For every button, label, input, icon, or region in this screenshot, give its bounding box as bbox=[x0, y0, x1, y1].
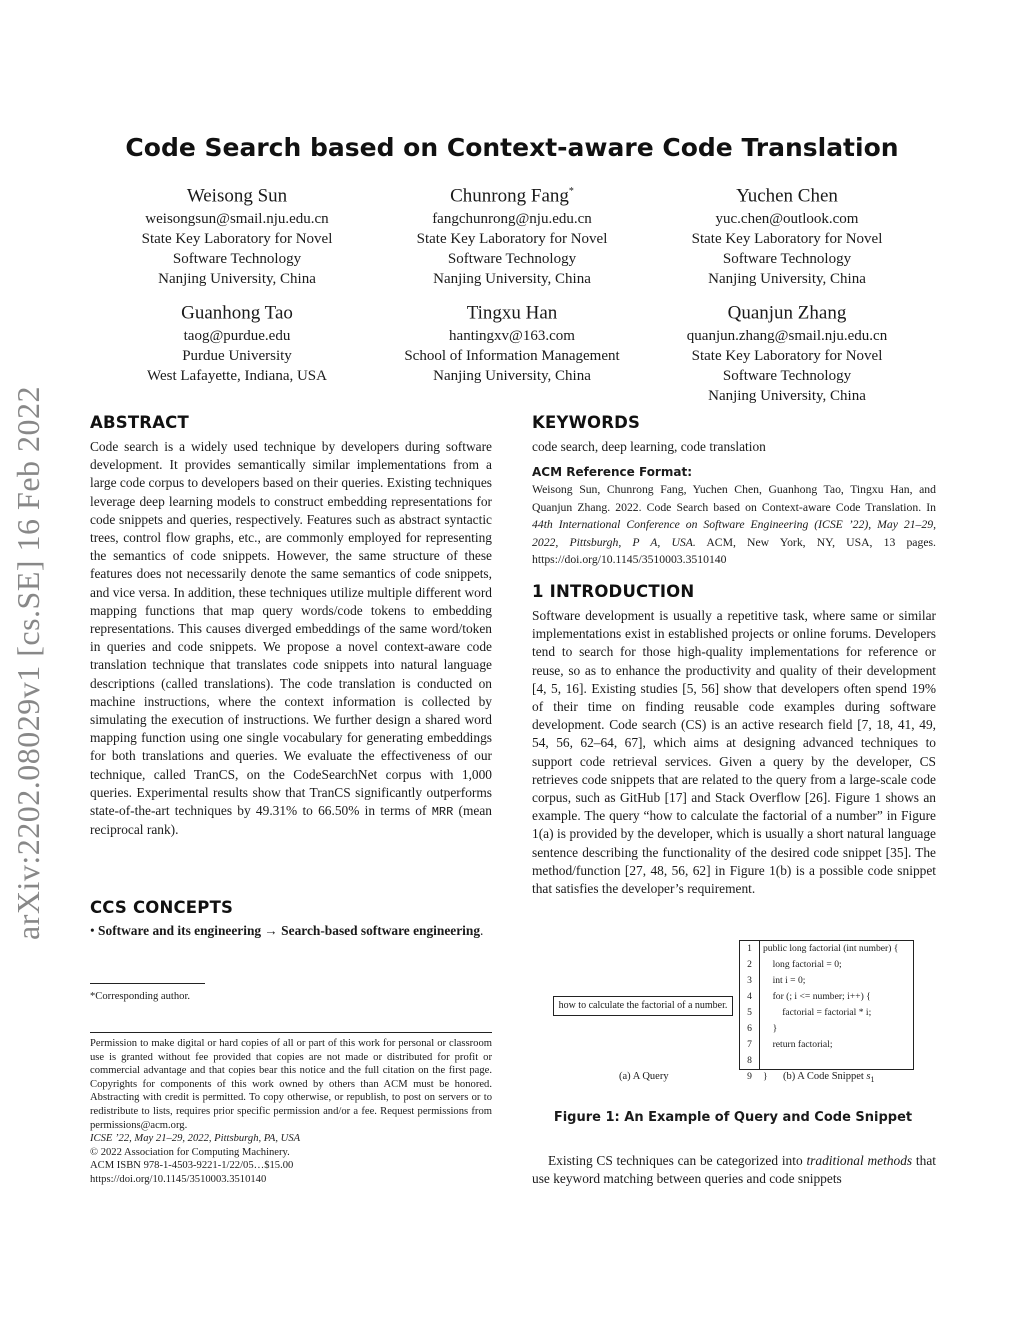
author-email: quanjun.zhang@smail.nju.edu.cn bbox=[686, 328, 888, 345]
trailing-text: Existing CS techniques can be categorized into traditional methods that use keyword matching between queries and code snippets bbox=[532, 1153, 936, 1187]
figure-query-box: how to calculate the factorial of a number. bbox=[553, 996, 733, 1016]
permission-venue: ICSE ’22, May 21–29, 2022, Pittsburgh, PA, USA bbox=[90, 1133, 301, 1145]
author-affil: Nanjing University, China bbox=[433, 368, 591, 385]
abstract-text: Code search is a widely used technique by developers during software development. It provides semantically similar implementations from a large code corpus to developers based on their queries. Existing techniques leverage deep learning models to construct embedding representations for code snippets and queries, respectively. Features such as abstract syntactic trees, control flow graphs, etc., are commonly employed for representing the semantics of code snippets. However, the same structure of these features does not necessarily denote the same semantics of code snippets, and vice versa. In addition, these techniques utilize multiple different word mapping functions that map query words/code tokens to embedding representations. This causes diverged embeddings of the same word/token in queries and code snippets. We propose a novel context-aware code translation technique that translates code snippets into natural language descriptions (called translations). The code translation is conducted on machine instructions, where the context information is collected by simulating the execution of instructions. We further design a shared word mapping function using one single vocabulary for generating embeddings for both translations and queries. We evaluate the effectiveness of our technique, called TranCS, on the CodeSearchNet corpus with 1,000 queries. Experimental results show that TranCS significantly outperforms state-of-the-art techniques by 49.31% to 66.50% in terms of MRR (mean reciprocal rank). bbox=[90, 439, 492, 838]
author-affil: West Lafayette, Indiana, USA bbox=[147, 368, 327, 385]
author-name: Chunrong Fang* bbox=[450, 185, 574, 207]
author-affil: Software Technology bbox=[722, 368, 852, 385]
intro-heading: 1 INTRODUCTION bbox=[532, 582, 695, 601]
author-email: yuc.chen@outlook.com bbox=[715, 211, 859, 228]
author-name: Tingxu Han bbox=[466, 302, 558, 324]
author-affil: Nanjing University, China bbox=[158, 271, 316, 288]
code-line: 1 public long factorial (int number) { bbox=[747, 943, 899, 954]
permission-isbn: ACM ISBN 978-1-4503-9221-1/22/05…$15.00 bbox=[90, 1160, 294, 1172]
permission-block bbox=[90, 1037, 492, 1187]
ccs-concept: • Software and its engineering → Search-based software engineering. bbox=[90, 923, 484, 938]
author-email: weisongsun@smail.nju.edu.cn bbox=[145, 211, 329, 228]
author-block bbox=[92, 179, 382, 289]
paper-title: Code Search based on Context-aware Code Translation bbox=[125, 133, 899, 162]
footnote-rule bbox=[90, 983, 205, 984]
author-block bbox=[642, 179, 932, 289]
ccs-heading: CCS CONCEPTS bbox=[90, 898, 234, 917]
abstract-heading: ABSTRACT bbox=[90, 413, 189, 432]
author-affil: Software Technology bbox=[447, 251, 577, 268]
author-affil: Software Technology bbox=[722, 251, 852, 268]
author-affil: State Key Laboratory for Novel bbox=[691, 348, 883, 365]
author-email: hantingxv@163.com bbox=[449, 328, 575, 345]
permission-rule bbox=[90, 1032, 492, 1033]
figure-caption: Figure 1: An Example of Query and Code Snippet bbox=[553, 1110, 913, 1125]
author-affil: State Key Laboratory for Novel bbox=[141, 231, 333, 248]
footnote: *Corresponding author. bbox=[90, 991, 191, 1002]
author-affil: Software Technology bbox=[172, 251, 302, 268]
permission-copyright: © 2022 Association for Computing Machinery. bbox=[90, 1146, 290, 1158]
author-name: Yuchen Chen bbox=[736, 185, 838, 207]
author-block bbox=[642, 296, 932, 406]
code-line: 2 long factorial = 0; bbox=[747, 959, 842, 970]
permission-text: Permission to make digital or hard copies of all or part of this work for personal or classroom use is granted without fee provided that copies are not made or distributed for profit or commercial advantage and that copies bear this notice and the full citation on the first page. Copyrights for components of this work owned by others than ACM must be honored. Abstracting with credit is permitted. To copy otherwise, or republish, to post on servers or to redistribute to lists, requires prior specific permission and/or a fee. Request permissions from permissions@acm.org. bbox=[90, 1038, 492, 1131]
acm-ref-heading: ACM Reference Format: bbox=[532, 465, 692, 479]
author-block bbox=[367, 296, 657, 386]
code-line: 4 for (; i <= number; i++) { bbox=[747, 991, 871, 1002]
author-name: Guanhong Tao bbox=[181, 302, 293, 324]
author-email: fangchunrong@nju.edu.cn bbox=[432, 211, 592, 228]
code-line: 9 } bbox=[747, 1071, 768, 1082]
figure-subcaption-b: (b) A Code Snippet $s_1$ bbox=[783, 1071, 875, 1085]
author-block bbox=[92, 296, 382, 386]
keywords-text: code search, deep learning, code translation bbox=[532, 439, 766, 454]
intro-text: Software development is usually a repetitive task, where same or similar implementations exist in established projects or online forums. Developers tend to search for those high-quality implementations for reference or reuse, so as to enhance the productivity and quality of their development [4, 5, 16]. Existing studies [5, 56] show that developers often spend 19% of their time on finding reusable code examples during software development. Code search (CS) is an active research field [7, 18, 41, 49, 54, 56, 62–64, 67], which aims at designing advanced techniques to support code retrieval services. Given a query by the developer, CS retrieves code snippets that are related to the query from a large-scale code corpus, such as GitHub [17] and Stack Overflow [26]. Figure 1 shows an example. The query “how to calculate the factorial of a number” in Figure 1(a) is provided by the developer, which is usually a short natural language sentence describing the functionality of the desired code snippet [35]. The method/function [27, 48, 56, 62] in Figure 1(b) is a possible code snippet that satisfies the developer’s requirement. bbox=[532, 608, 936, 897]
figure-subcaption-a: (a) A Query bbox=[619, 1071, 669, 1082]
code-line: 3 int i = 0; bbox=[747, 975, 806, 986]
keywords-heading: KEYWORDS bbox=[532, 413, 641, 432]
author-affil: State Key Laboratory for Novel bbox=[416, 231, 608, 248]
code-line: 8 bbox=[747, 1055, 752, 1066]
author-affil: School of Information Management bbox=[404, 348, 620, 365]
author-affil: Nanjing University, China bbox=[708, 271, 866, 288]
code-line: 6 } bbox=[747, 1023, 778, 1034]
author-block bbox=[367, 179, 657, 289]
author-affil: Nanjing University, China bbox=[433, 271, 591, 288]
permission-doi: https://doi.org/10.1145/3510003.3510140 bbox=[90, 1173, 267, 1185]
acm-ref-text: Weisong Sun, Chunrong Fang, Yuchen Chen, Guanhong Tao, Tingxu Han, and Quanjun Zhang. 2022. Code Search based on Context-aware Code Translation. In 44th International Conference on Software Engineering (ICSE ’22), May 21–29, 2022, Pittsburgh, P A, USA. ACM, New York, NY, USA, 13 pages. https://doi.org/10.1145/3510003.3510140 bbox=[532, 483, 936, 567]
author-affil: Purdue University bbox=[182, 348, 292, 365]
author-name: Weisong Sun bbox=[186, 185, 288, 207]
author-email: taog@purdue.edu bbox=[183, 328, 291, 345]
code-line: 5 factorial = factorial * i; bbox=[747, 1007, 872, 1018]
author-name: Quanjun Zhang bbox=[727, 302, 847, 324]
author-affil: State Key Laboratory for Novel bbox=[691, 231, 883, 248]
author-affil: Nanjing University, China bbox=[708, 388, 866, 405]
arxiv-stamp: arXiv:2202.08029v1 [cs.SE] 16 Feb 2022 bbox=[10, 385, 46, 940]
code-line: 7 return factorial; bbox=[747, 1039, 833, 1050]
